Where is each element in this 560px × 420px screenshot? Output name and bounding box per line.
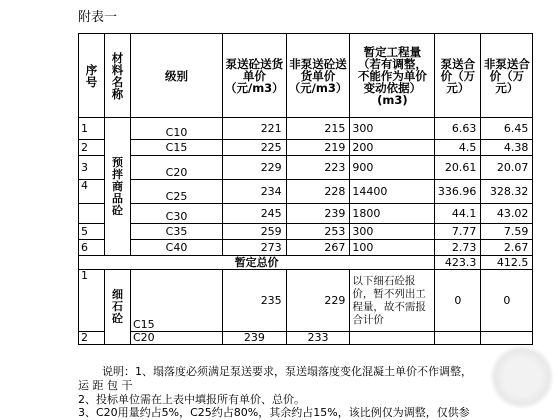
table-row — [79, 270, 533, 332]
note-line-3: 2、投标单位需在上表中填报所有单价、总价。 — [78, 393, 305, 406]
row-pump-total — [435, 332, 481, 345]
row-qty: 14400 — [350, 180, 435, 204]
row-nonpump-total: 4.38 — [481, 140, 533, 156]
row-qty: 1800 — [350, 204, 435, 224]
row-nonpump-price: 233 — [286, 332, 350, 345]
row-pump-price: 225 — [223, 140, 287, 156]
row-nonpump-price: 239 — [286, 204, 350, 224]
row-grade: C25 — [131, 180, 223, 204]
row-nonpump-total: 43.02 — [481, 204, 533, 224]
subtotal-pump-total: 423.3 — [435, 256, 481, 270]
header-pump-total: 泵送合价（万元） — [435, 34, 481, 118]
row-pump-price: 259 — [223, 224, 287, 240]
row-nonpump-total: 2.67 — [481, 240, 533, 256]
subtotal-label: 暂定总价 — [79, 256, 435, 270]
row-pump-total: 20.61 — [435, 156, 481, 180]
row-seq: 4 — [79, 180, 105, 204]
row-nonpump-total: 6.45 — [481, 118, 533, 140]
header-row — [79, 34, 533, 118]
row-nonpump-price: 223 — [286, 156, 350, 180]
row-nonpump-price: 253 — [286, 224, 350, 240]
row-nonpump-price: 219 — [286, 140, 350, 156]
watermark-logo — [490, 345, 554, 409]
row-seq — [79, 204, 105, 224]
header-grade: 级别 — [131, 34, 223, 118]
row-pump-price: 239 — [223, 332, 287, 345]
row-nonpump-price: 229 — [286, 270, 350, 332]
table-row — [79, 332, 533, 345]
row-qty: 900 — [350, 156, 435, 180]
table-row — [79, 140, 533, 156]
header-seq: 序号 — [79, 34, 105, 118]
row-nonpump-total: 0 — [481, 270, 533, 332]
row-seq: 6 — [79, 240, 105, 256]
row-seq: 2 — [79, 140, 105, 156]
row-pump-price: 273 — [223, 240, 287, 256]
row-qty: 100 — [350, 240, 435, 256]
row-nonpump-total — [481, 332, 533, 345]
row-grade: C20 — [131, 156, 223, 180]
row-nonpump-price: 215 — [286, 118, 350, 140]
row-seq: 2 — [79, 332, 105, 345]
row-seq: 3 — [79, 156, 105, 180]
row-pump-total: 4.5 — [435, 140, 481, 156]
header-qty: 暂定工程量（若有调整，不能作为单价变动依据）(m3) — [350, 34, 435, 118]
note-line-1: 说明：1、塌落度必须满足泵送要求，泵送塌落度变化混凝土单价不作调整， — [102, 365, 472, 378]
row-pump-price: 229 — [223, 156, 287, 180]
row-nonpump-total: 7.59 — [481, 224, 533, 240]
row-pump-total: 44.1 — [435, 204, 481, 224]
table-row — [79, 204, 533, 224]
row-grade: C30 — [131, 204, 223, 224]
subtotal-nonpump-total: 412.5 — [481, 256, 533, 270]
appendix-title: 附表一 — [78, 10, 118, 25]
row-pump-total: 7.77 — [435, 224, 481, 240]
row-pump-price: 245 — [223, 204, 287, 224]
row-pump-total: 336.96 — [435, 180, 481, 204]
row-grade: C35 — [131, 224, 223, 240]
row-grade: C15 — [131, 270, 223, 332]
row-qty: 200 — [350, 140, 435, 156]
table-row — [79, 180, 533, 204]
row-pump-price: 221 — [223, 118, 287, 140]
row-qty — [350, 332, 435, 345]
row-pump-price: 234 — [223, 180, 287, 204]
material-name-2: 细石砼 — [105, 270, 131, 345]
row-nonpump-price: 228 — [286, 180, 350, 204]
row-grade: C15 — [131, 140, 223, 156]
row-pump-total: 6.63 — [435, 118, 481, 140]
row-grade: C40 — [131, 240, 223, 256]
row-pump-total: 2.73 — [435, 240, 481, 256]
row-qty: 300 — [350, 118, 435, 140]
row-pump-price: 235 — [223, 270, 287, 332]
row-seq: 1 — [79, 270, 105, 332]
row-qty-note: 以下细石砼报价，暂不列出工程量，故不需报合计价 — [350, 270, 435, 332]
subtotal-row — [79, 256, 533, 270]
note-line-4: 3、C20用量约占5%，C25约占80%，其余约占15%，该比例仅为调整，仅供参 — [78, 406, 470, 419]
material-name: 预拌商品砼 — [105, 118, 131, 256]
note-line-2: 运 距 包 干 — [78, 379, 133, 392]
price-table — [78, 33, 533, 345]
row-seq: 1 — [79, 118, 105, 140]
row-qty: 300 — [350, 224, 435, 240]
table-row — [79, 224, 533, 240]
row-nonpump-total: 328.32 — [481, 180, 533, 204]
row-pump-total: 0 — [435, 270, 481, 332]
row-grade: C10 — [131, 118, 223, 140]
header-nonpump-price: 非泵送砼送货单价（元/m3） — [286, 34, 350, 118]
row-grade: C20 — [131, 332, 223, 345]
header-nonpump-total: 非泵送合价（万元） — [481, 34, 533, 118]
header-material: 材料名称 — [105, 34, 131, 118]
table-row — [79, 118, 533, 140]
table-row — [79, 156, 533, 180]
header-pump-price: 泵送砼送货单价（元/m3） — [223, 34, 287, 118]
row-seq: 5 — [79, 224, 105, 240]
table-row — [79, 240, 533, 256]
row-nonpump-total: 20.07 — [481, 156, 533, 180]
row-nonpump-price: 267 — [286, 240, 350, 256]
